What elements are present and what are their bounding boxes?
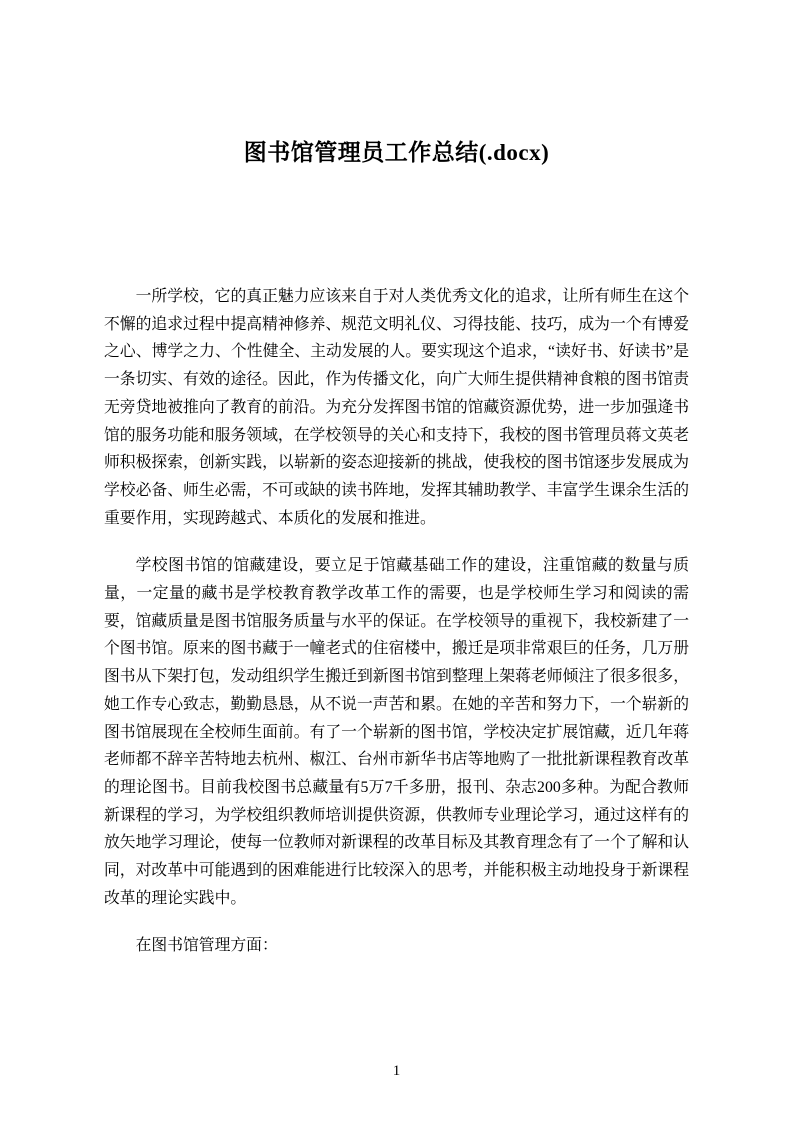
document-title: 图书馆管理员工作总结(.docx) bbox=[243, 140, 550, 165]
paragraph-intro: 一所学校，它的真正魅力应该来自于对人类优秀文化的追求，让所有师生在这个不懈的追求过程中提高精神修养、规范文明礼仪、习得技能、技巧，成为一个有博爱之心、博学之力、个性健全、主动发展的人。要实现这个追求，“读好书、好读书”是一条切实、有效的途径。因此，作为传播文化，向广大师生提供精神食粮的图书馆责无旁贷地被推向了教育的前沿。为充分发挥图书馆的馆藏资源优势，进一步加强逄书馆的服务功能和服务领域，在学校领导的关心和支持下，我校的图书管理员蒋文英老师积极探索，创新实践，以崭新的姿态迎接新的挑战，使我校的图书馆逐步发展成为学校必备、师生必需，不可或缺的读书阵地，发挥其辅助教学、丰富学生课余生活的重要作用，实现跨越式、本质化的发展和推进。 bbox=[104, 288, 689, 527]
paragraph-collection-building: 学校图书馆的馆藏建设，要立足于馆藏基础工作的建设，注重馆藏的数量与质量，一定量的藏书是学校教育教学改革工作的需要，也是学校师生学习和阅读的需要，馆藏质量是图书馆服务质量与水平的保证。在学校领导的重视下，我校新建了一个图书馆。原来的图书藏于一幢老式的住宿楼中，搬迁是项非常艰巨的任务，几万册图书从下架打包，发动组织学生搬迁到新图书馆到整理上架蒋老师倾注了很多很多，她工作专心致志，勤勤恳恳，从不说一声苦和累。在她的辛苦和努力下，一个崭新的图书馆展现在全校师生面前。有了一个崭新的图书馆，学校决定扩展馆藏，近几年蒋老师都不辞辛苦特地去杭州、椒江、台州市新华书店等地购了一批批新课程教育改革的理论图书。目前我校图书总藏量有5万7千多册，报刊、杂志200多种。为配合教师新课程的学习，为学校组织教师培训提供资源，供教师专业理论学习，通过这样有的放矢地学习理论，使每一位教师对新课程的改革目标及其教育理念有了一个了解和认同，对改革中可能遇到的困难能进行比较深入的思考，并能积极主动地投身于新课程改革的理论实践中。 bbox=[104, 557, 689, 907]
document-body bbox=[104, 283, 689, 980]
page-number: 1 bbox=[392, 1063, 401, 1079]
paragraph-management-heading: 在图书馆管理方面： bbox=[135, 937, 278, 955]
